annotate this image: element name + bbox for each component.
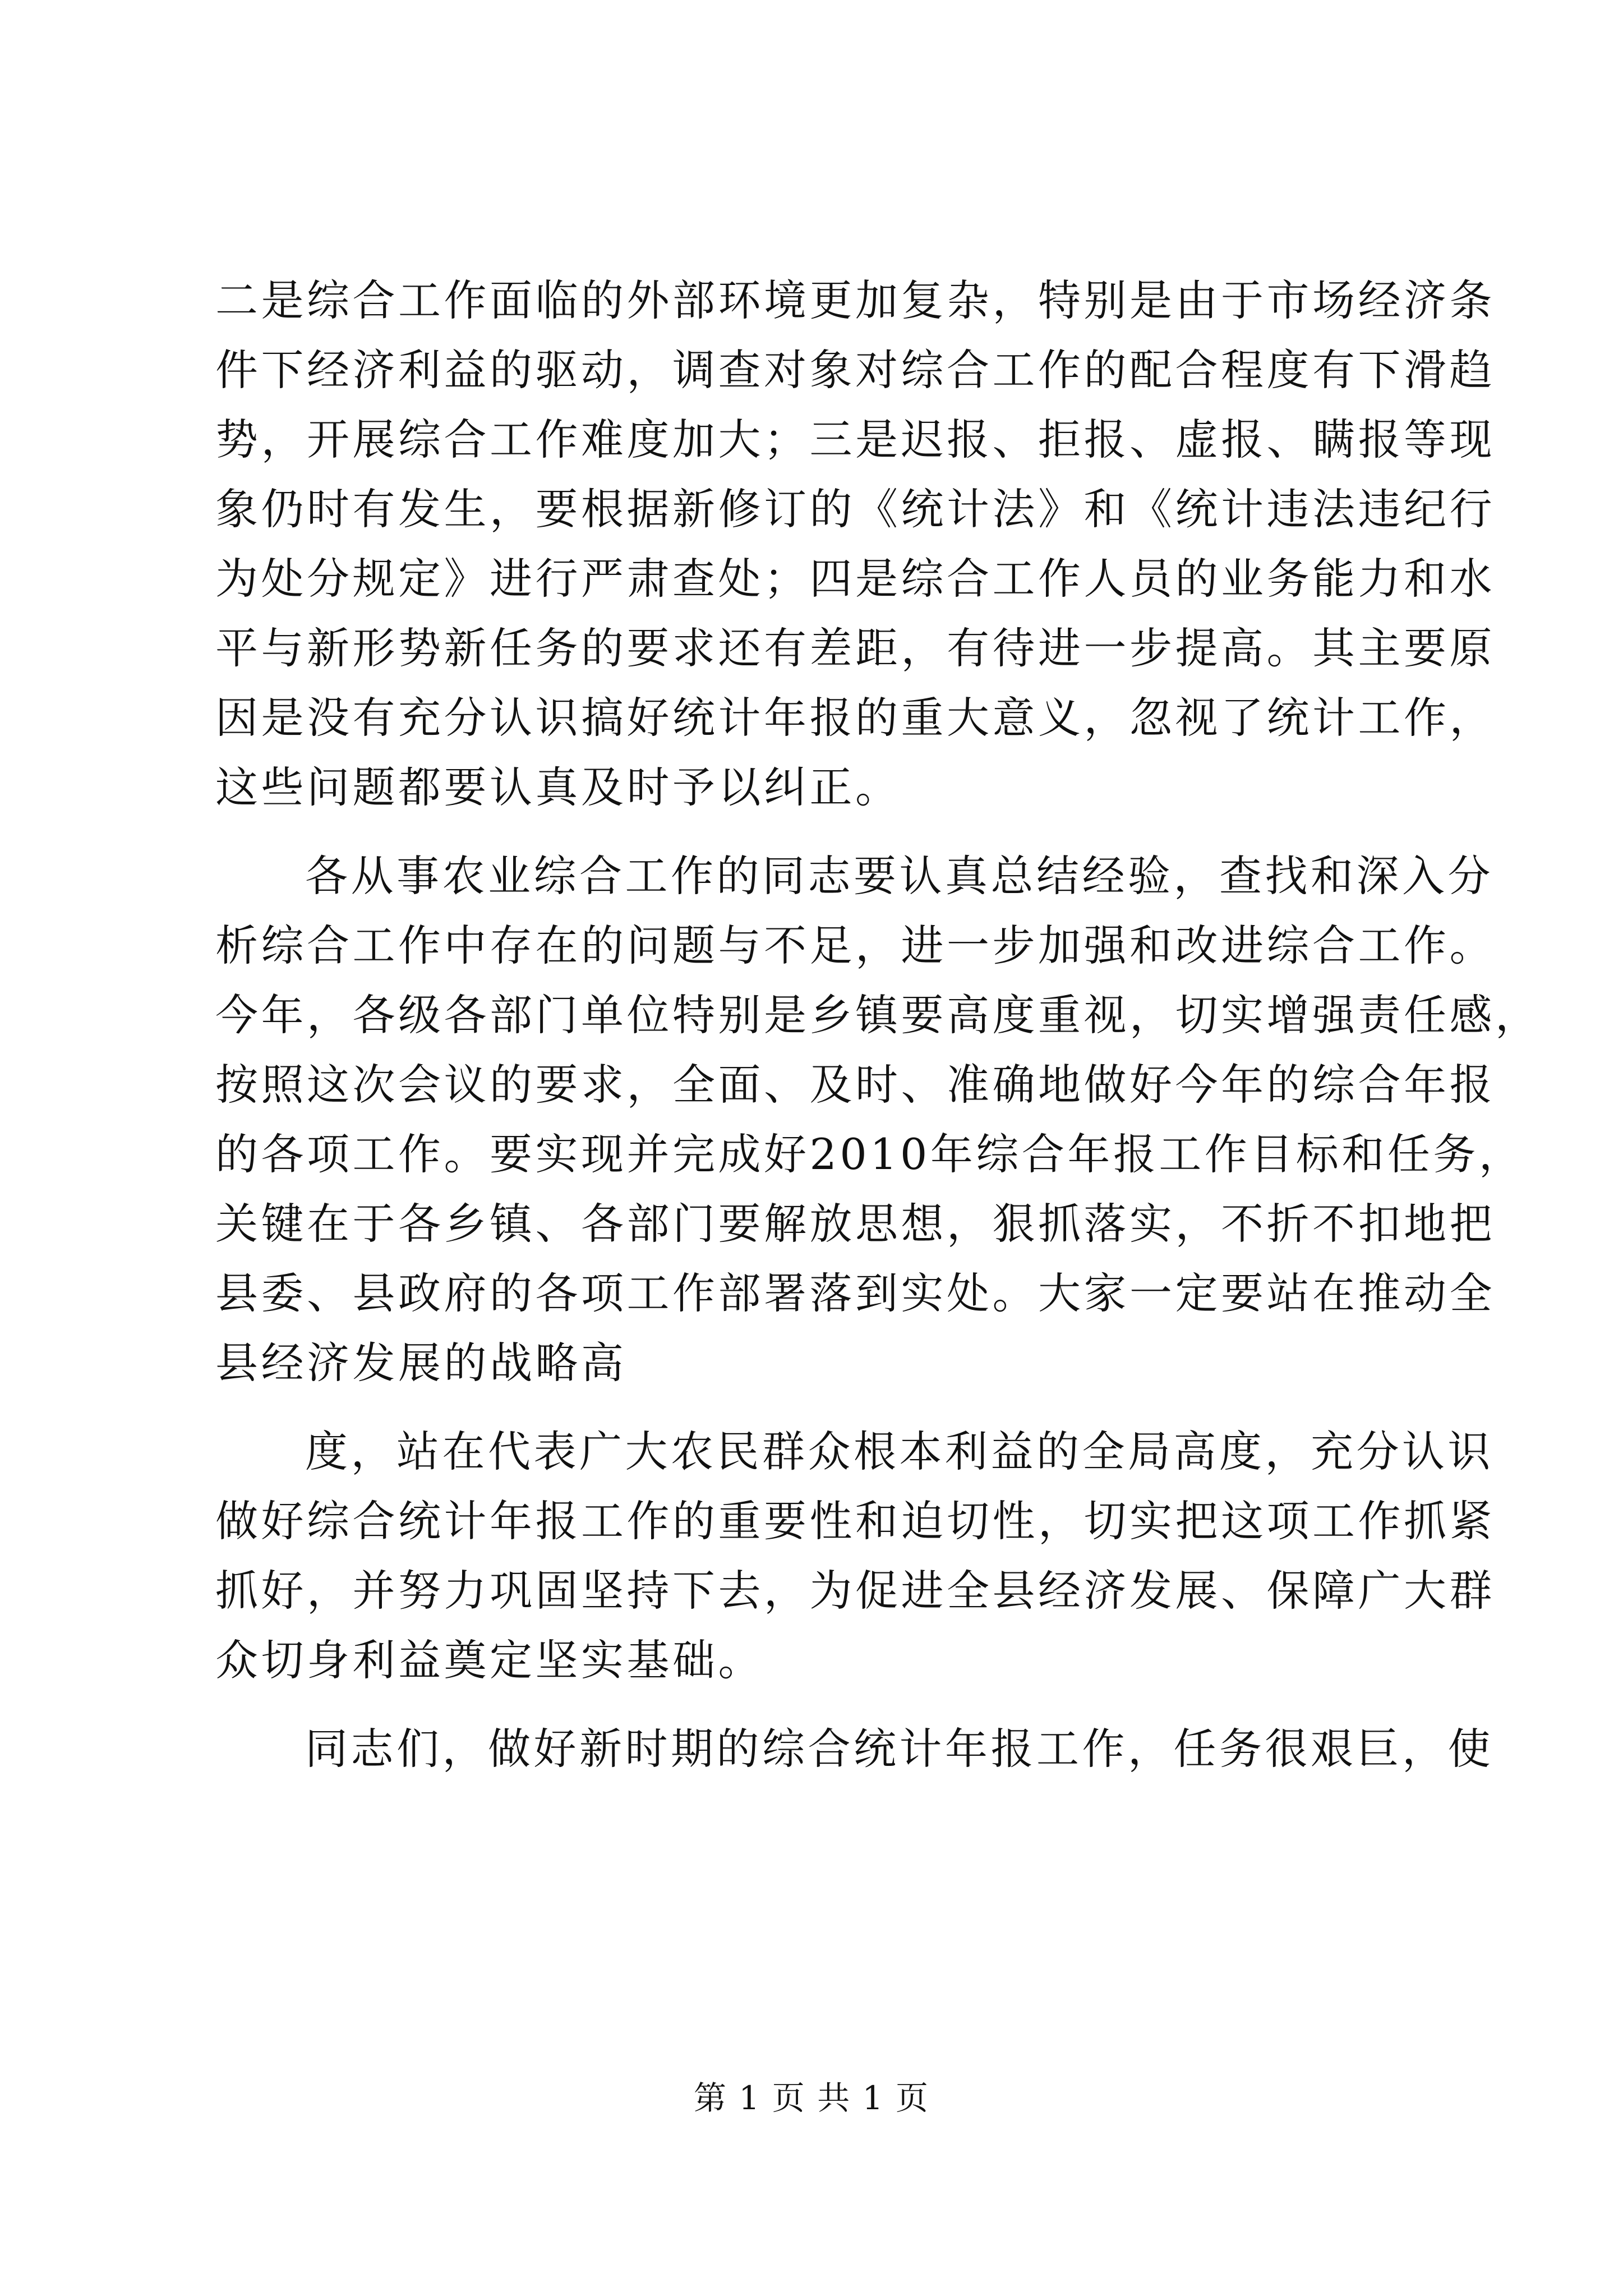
text-line: 势，开展综合工作难度加大；三是迟报、拒报、虚报、瞒报等现 — [215, 415, 1495, 464]
text-line: 同志们，做好新时期的综合统计年报工作，任务很艰巨，使 — [305, 1724, 1493, 1774]
text-line: 为处分规定》进行严肃查处；四是综合工作人员的业务能力和水 — [215, 554, 1495, 604]
text-line: 象仍时有发生，要根据新修订的《统计法》和《统计违法违纪行 — [215, 484, 1495, 534]
text-line: 平与新形势新任务的要求还有差距，有待进一步提高。其主要原 — [215, 623, 1495, 673]
text-line: 做好综合统计年报工作的重要性和迫切性，切实把这项工作抓紧 — [215, 1496, 1495, 1546]
text-line: 的各项工作。要实现并完成好2010年综合年报工作目标和任务， — [215, 1129, 1525, 1179]
text-line: 各从事农业综合工作的同志要认真总结经验，查找和深入分 — [305, 851, 1493, 901]
paragraph-1 — [215, 266, 1495, 822]
paragraph-2 — [215, 841, 1541, 1398]
text-line: 关键在于各乡镇、各部门要解放思想，狠抓落实，不折不扣地把 — [215, 1199, 1495, 1249]
paragraph-3 — [215, 1417, 1495, 1695]
text-line: 件下经济利益的驱动，调查对象对综合工作的配合程度有下滑趋 — [215, 345, 1495, 395]
text-line: 按照这次会议的要求，全面、及时、准确地做好今年的综合年报 — [215, 1060, 1495, 1110]
text-line: 二是综合工作面临的外部环境更加复杂，特别是由于市场经济条 — [215, 275, 1495, 325]
text-line: 度，站在代表广大农民群众根本利益的全局高度，充分认识 — [305, 1427, 1493, 1476]
text-line: 这些问题都要认真及时予以纠正。 — [215, 762, 901, 812]
text-line: 今年，各级各部门单位特别是乡镇要高度重视，切实增强责任感， — [215, 990, 1541, 1040]
text-line: 众切身利益奠定坚实基础。 — [215, 1635, 764, 1685]
text-line: 因是没有充分认识搞好统计年报的重大意义，忽视了统计工作， — [215, 693, 1495, 743]
text-line: 县委、县政府的各项工作部署落到实处。大家一定要站在推动全 — [215, 1268, 1495, 1318]
text-line: 县经济发展的战略高 — [215, 1338, 627, 1388]
page-footer: 第 1 页 共 1 页 — [694, 2079, 929, 2117]
text-line: 析综合工作中存在的问题与不足，进一步加强和改进综合工作。 — [215, 921, 1495, 970]
paragraph-4 — [215, 1714, 1493, 1784]
document-body — [215, 266, 1541, 1784]
text-line: 抓好，并努力巩固坚持下去，为促进全县经济发展、保障广大群 — [215, 1566, 1495, 1616]
